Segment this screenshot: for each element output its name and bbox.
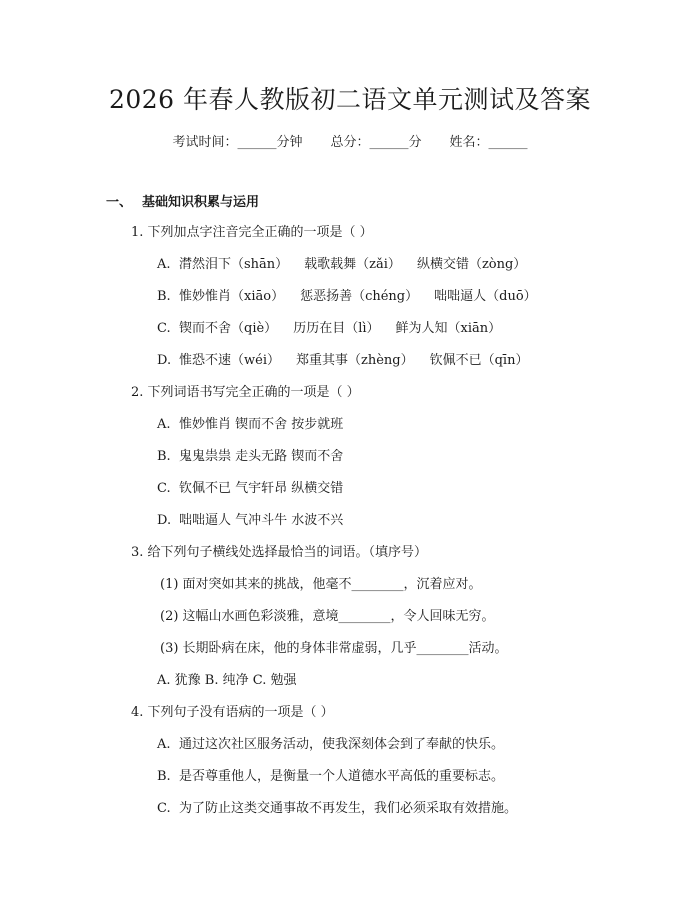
option-item: [157, 416, 343, 434]
section-label: 基础知识积累与运用: [142, 195, 260, 210]
question-stem: 4. 下列句子没有语病的一项是（ ）: [131, 705, 334, 720]
option-part: 钦佩不已（qīn）: [429, 353, 529, 368]
option-letter: D.: [157, 513, 172, 528]
option-letter: A.: [157, 417, 171, 432]
option-item: [157, 800, 517, 818]
question-stem: 2. 下列词语书写完全正确的一项是（ ）: [131, 385, 360, 400]
section-heading: [106, 191, 259, 210]
option-item: [157, 480, 343, 498]
option-text: 咄咄逼人 气冲斗牛 水波不兴: [179, 513, 344, 528]
fill-blank-item: (1) 面对突如其来的挑战，他毫不________，沉着应对。: [160, 577, 482, 592]
option-text: 鬼鬼祟祟 走头无路 锲而不舍: [179, 449, 344, 464]
option-letter: C.: [157, 801, 171, 816]
option-text: 通过这次社区服务活动，使我深刻体会到了奉献的快乐。: [179, 737, 505, 752]
question-stem: 3. 给下列句子横线处选择最恰当的词语。（填序号）: [131, 545, 428, 560]
section-number: 一、: [106, 195, 133, 210]
option-item: [157, 288, 537, 306]
option-part: 惟妙惟肖（xiāo）: [179, 289, 285, 304]
option-text: 为了防止这类交通事故不再发生，我们必须采取有效措施。: [179, 801, 518, 816]
exam-info: [0, 131, 700, 150]
option-text: 钦佩不已 气宇轩昂 纵横交错: [179, 481, 344, 496]
option-letter: B.: [157, 449, 171, 464]
option-part: 历历在目（lì）: [293, 321, 380, 336]
option-item: [157, 352, 528, 370]
exam-time: 考试时间：______分钟: [172, 135, 303, 150]
question-stem: 1. 下列加点字注音完全正确的一项是（ ）: [131, 225, 373, 240]
option-item: [157, 768, 504, 786]
option-item: [157, 448, 343, 466]
option-part: 咄咄逼人（duō）: [434, 289, 537, 304]
option-letter: D.: [157, 353, 172, 368]
word-choices: A. 犹豫 B. 纯净 C. 勉强: [157, 673, 297, 688]
option-letter: A.: [157, 737, 171, 752]
option-part: 潸然泪下（shān）: [179, 257, 289, 272]
option-item: [157, 256, 526, 274]
fill-blank-item: (2) 这幅山水画色彩淡雅，意境________，令人回味无穷。: [160, 609, 495, 624]
option-part: 惟恐不速（wéi）: [179, 353, 280, 368]
option-part: 锲而不舍（qiè）: [179, 321, 278, 336]
option-letter: B.: [157, 769, 171, 784]
option-part: 郑重其事（zhèng）: [295, 353, 414, 368]
exam-score: 总分：______分: [330, 135, 422, 150]
option-letter: B.: [157, 289, 171, 304]
student-name: 姓名：______: [449, 135, 528, 150]
fill-blank-item: (3) 长期卧病在床，他的身体非常虚弱，几乎________活动。: [160, 641, 508, 656]
option-item: [157, 512, 343, 530]
option-text: 惟妙惟肖 锲而不舍 按步就班: [179, 417, 344, 432]
option-part: 载歌载舞（zǎi）: [304, 257, 401, 272]
option-part: 鲜为人知（xiān）: [395, 321, 502, 336]
option-part: 纵横交错（zòng）: [416, 257, 527, 272]
option-item: [157, 320, 501, 338]
option-letter: C.: [157, 321, 171, 336]
option-letter: C.: [157, 481, 171, 496]
option-text: 是否尊重他人，是衡量一个人道德水平高低的重要标志。: [179, 769, 505, 784]
option-letter: A.: [157, 257, 171, 272]
page-title: 2026 年春人教版初二语文单元测试及答案: [108, 85, 592, 114]
option-part: 惩恶扬善（chéng）: [300, 289, 419, 304]
option-item: [157, 736, 504, 754]
